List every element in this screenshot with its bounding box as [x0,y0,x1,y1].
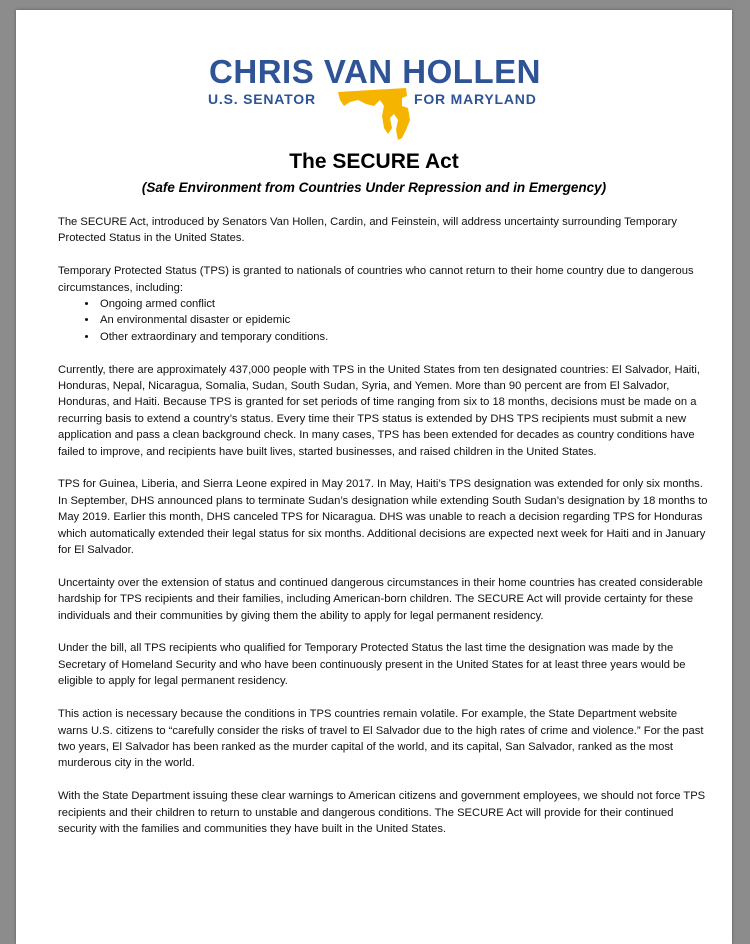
list-item: • Other extraordinary and temporary conditions. [98,329,708,345]
document-body [58,214,708,854]
paragraph-volatility: This action is necessary because the conditions in TPS countries remain volatile. For example, the State Department website warns U.S. citizens to “carefully consider the risks of travel to El Salvador due to the high rates of crime and violence.” For the past two years, El Salvador has been ranked as the murder capital of the world, and its capital, San Salvador, ranked as the most murderous city in the world. [58,708,704,770]
circumstances-list [58,296,708,345]
paragraph-conclusion: With the State Department issuing these clear warnings to American citizens and government employees, we should not force TPS recipients and their children to return to unstable and dangerous conditions. The SECURE Act will provide for their continued security with the families and communities they have built in the United States. [58,790,706,835]
senator-name: CHRIS VAN HOLLEN [209,53,541,90]
paragraph-tps-definition: Temporary Protected Status (TPS) is granted to nationals of countries who cannot return to their home country due to dangerous circumstances, including: [58,265,694,294]
paragraph-intro: The SECURE Act, introduced by Senators Van Hollen, Cardin, and Feinstein, will address uncertainty surrounding Temporary Protected Status in the United States. [58,216,677,245]
list-item: • Ongoing armed conflict [98,296,708,312]
senator-title: U.S. SENATOR [208,91,316,107]
list-item: • An environmental disaster or epidemic [98,312,708,328]
senator-state: FOR MARYLAND [414,91,537,107]
paragraph-expirations: TPS for Guinea, Liberia, and Sierra Leone expired in May 2017. In May, Haiti’s TPS designation was extended for only six months. In September, DHS announced plans to terminate Sudan’s designation while extending South Sudan’s designation by 18 months to May 2019. Earlier this month, DHS canceled TPS for Nicaragua. DHS was unable to reach a decision regarding TPS for Honduras which automatically extended their legal status for six months. Additional decisions are expected next week for Haiti and in January for El Salvador. [58,478,708,557]
paragraph-bill-provisions: Under the bill, all TPS recipients who qualified for Temporary Protected Status the last time the designation was made by the Secretary of Homeland Security and who have been continuously present in the United States for at least three years would be eligible to apply for legal permanent residency. [58,642,686,688]
document-page [16,10,732,944]
paragraph-current-status: Currently, there are approximately 437,000 people with TPS in the United States from ten designated countries: El Salvador, Haiti, Honduras, Nepal, Nicaragua, Somalia, Sudan, South Sudan, Syria, and Yemen. More than 90 percent are from El Salvador, Honduras, and Haiti. Because TPS is granted for set periods of time ranging from six to 18 months, decisions must be made on a recurring basis to extend a country’s status. Every time their TPS status is extended by DHS TPS recipients must submit a new application and pass a clean background check. In many cases, TPS has been extended for decades as country conditions have failed to improve, and recipients have built lives, started businesses, and raised children in the United States. [58,363,700,458]
paragraph-uncertainty: Uncertainty over the extension of status and continued dangerous circumstances in their home countries has created considerable hardship for TPS recipients and their families, including American-born children. The SECURE Act will provide certainty for these individuals and their communities by giving them the ability to apply for legal permanent residency. [58,576,703,622]
letterhead [16,54,732,144]
document-subtitle: (Safe Environment from Countries Under Repression and in Emergency) [141,180,607,195]
maryland-map-icon [336,84,412,142]
document-title: The SECURE Act [289,150,459,173]
